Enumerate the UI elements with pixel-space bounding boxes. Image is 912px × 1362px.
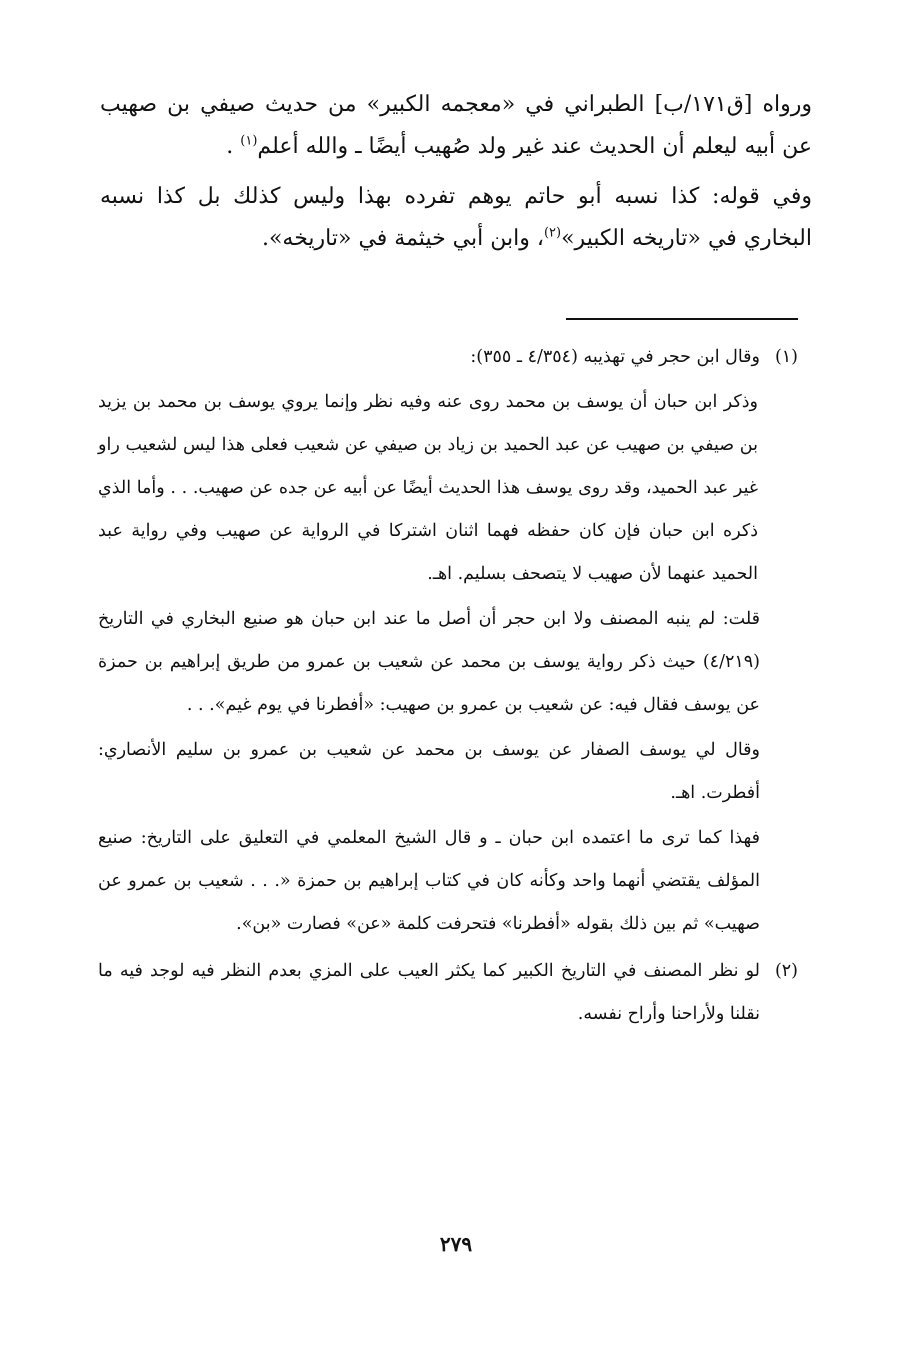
main-paragraph-2 bbox=[100, 176, 812, 260]
footnote-1-number: (١) bbox=[774, 347, 798, 367]
main-paragraph-2-text-a: وفي قوله: كذا نسبه أبو حاتم يوهم تفرده بهذا وليس كذلك بل كذا نسبه البخاري في «تاريخه الكبير» bbox=[100, 184, 812, 251]
footnote-ref-2: (٢) bbox=[543, 225, 562, 241]
footnote-2-text: لو نظر المصنف في التاريخ الكبير كما يكثر العيب على المزي بعدم النظر فيه لوجد فيه ما نقلنا ولأراحنا وأراح نفسه. bbox=[98, 961, 760, 1024]
footnote-1-wa-qala: وقال لي يوسف الصفار عن يوسف بن محمد عن شعيب بن عمرو بن سليم الأنصاري: أفطرت. اهـ. bbox=[98, 740, 760, 803]
footnote-ref-1: (١) bbox=[240, 133, 258, 149]
footnote-1-lead: وقال ابن حجر في تهذيبه (٤/٣٥٤ ـ ٣٥٥): bbox=[470, 347, 760, 367]
footnote-2-number: (٢) bbox=[774, 961, 798, 981]
main-paragraph-1-end: . bbox=[226, 134, 241, 159]
footnotes bbox=[98, 336, 798, 1036]
footnote-1 bbox=[98, 336, 798, 946]
page-number: ٢٧٩ bbox=[439, 1232, 473, 1256]
footnote-1-quote: وذكر ابن حبان أن يوسف بن محمد روى عنه وفيه نظر وإنما يروي يوسف بن محمد بن يزيد بن صيفي بن صهيب عن عبد الحميد بن زياد بن صيفي عن شعيب فعلى هذا ليس لشعيب راو غير عبد الحميد، وقد روى يوسف هذا الحديث أيضًا عن أبيه عن جده عن صهيب. . . وأما الذي ذكره ابن حبان فإن كان حفظه فهما اثنان اشتركا في الرواية عن صهيب وفي رواية عبد الحميد عنهما لأن صهيب لا يتصحف بسليم. اهـ. bbox=[98, 392, 758, 584]
main-paragraph-1-text: ورواه [ق١٧١/ب] الطبراني في «معجمه الكبير» من حديث صيفي بن صهيب عن أبيه ليعلم أن الحديث عند غير ولد صُهيب أيضًا ـ والله أعلم bbox=[100, 92, 813, 159]
main-paragraph-1 bbox=[100, 84, 812, 168]
footnote-1-fahadha: فهذا كما ترى ما اعتمده ابن حبان ـ و قال الشيخ المعلمي في التعليق على التاريخ: صنيع المؤلف يقتضي أنهما واحد وكأنه كان في كتاب إبراهيم بن حمزة «. . . شعيب بن عمرو عن صهيب» ثم بين ذلك بقوله «أفطرنا» فتحرفت كلمة «عن» فصارت «بن». bbox=[98, 828, 760, 934]
footnote-1-qult: قلت: لم ينبه المصنف ولا ابن حجر أن أصل ما عند ابن حبان هو صنيع البخاري في التاريخ (٤/٢١٩) حيث ذكر رواية يوسف بن محمد عن شعيب بن عمرو من طريق إبراهيم بن حمزة عن يوسف فقال فيه: عن شعيب بن عمرو بن صهيب: «أفطرنا في يوم غيم». . . bbox=[98, 609, 760, 715]
footnote-separator bbox=[566, 318, 798, 320]
main-paragraph-2-text-b: ، وابن أبي خيثمة في «تاريخه». bbox=[261, 226, 544, 251]
main-text bbox=[100, 84, 812, 268]
footnote-2 bbox=[98, 950, 798, 1036]
